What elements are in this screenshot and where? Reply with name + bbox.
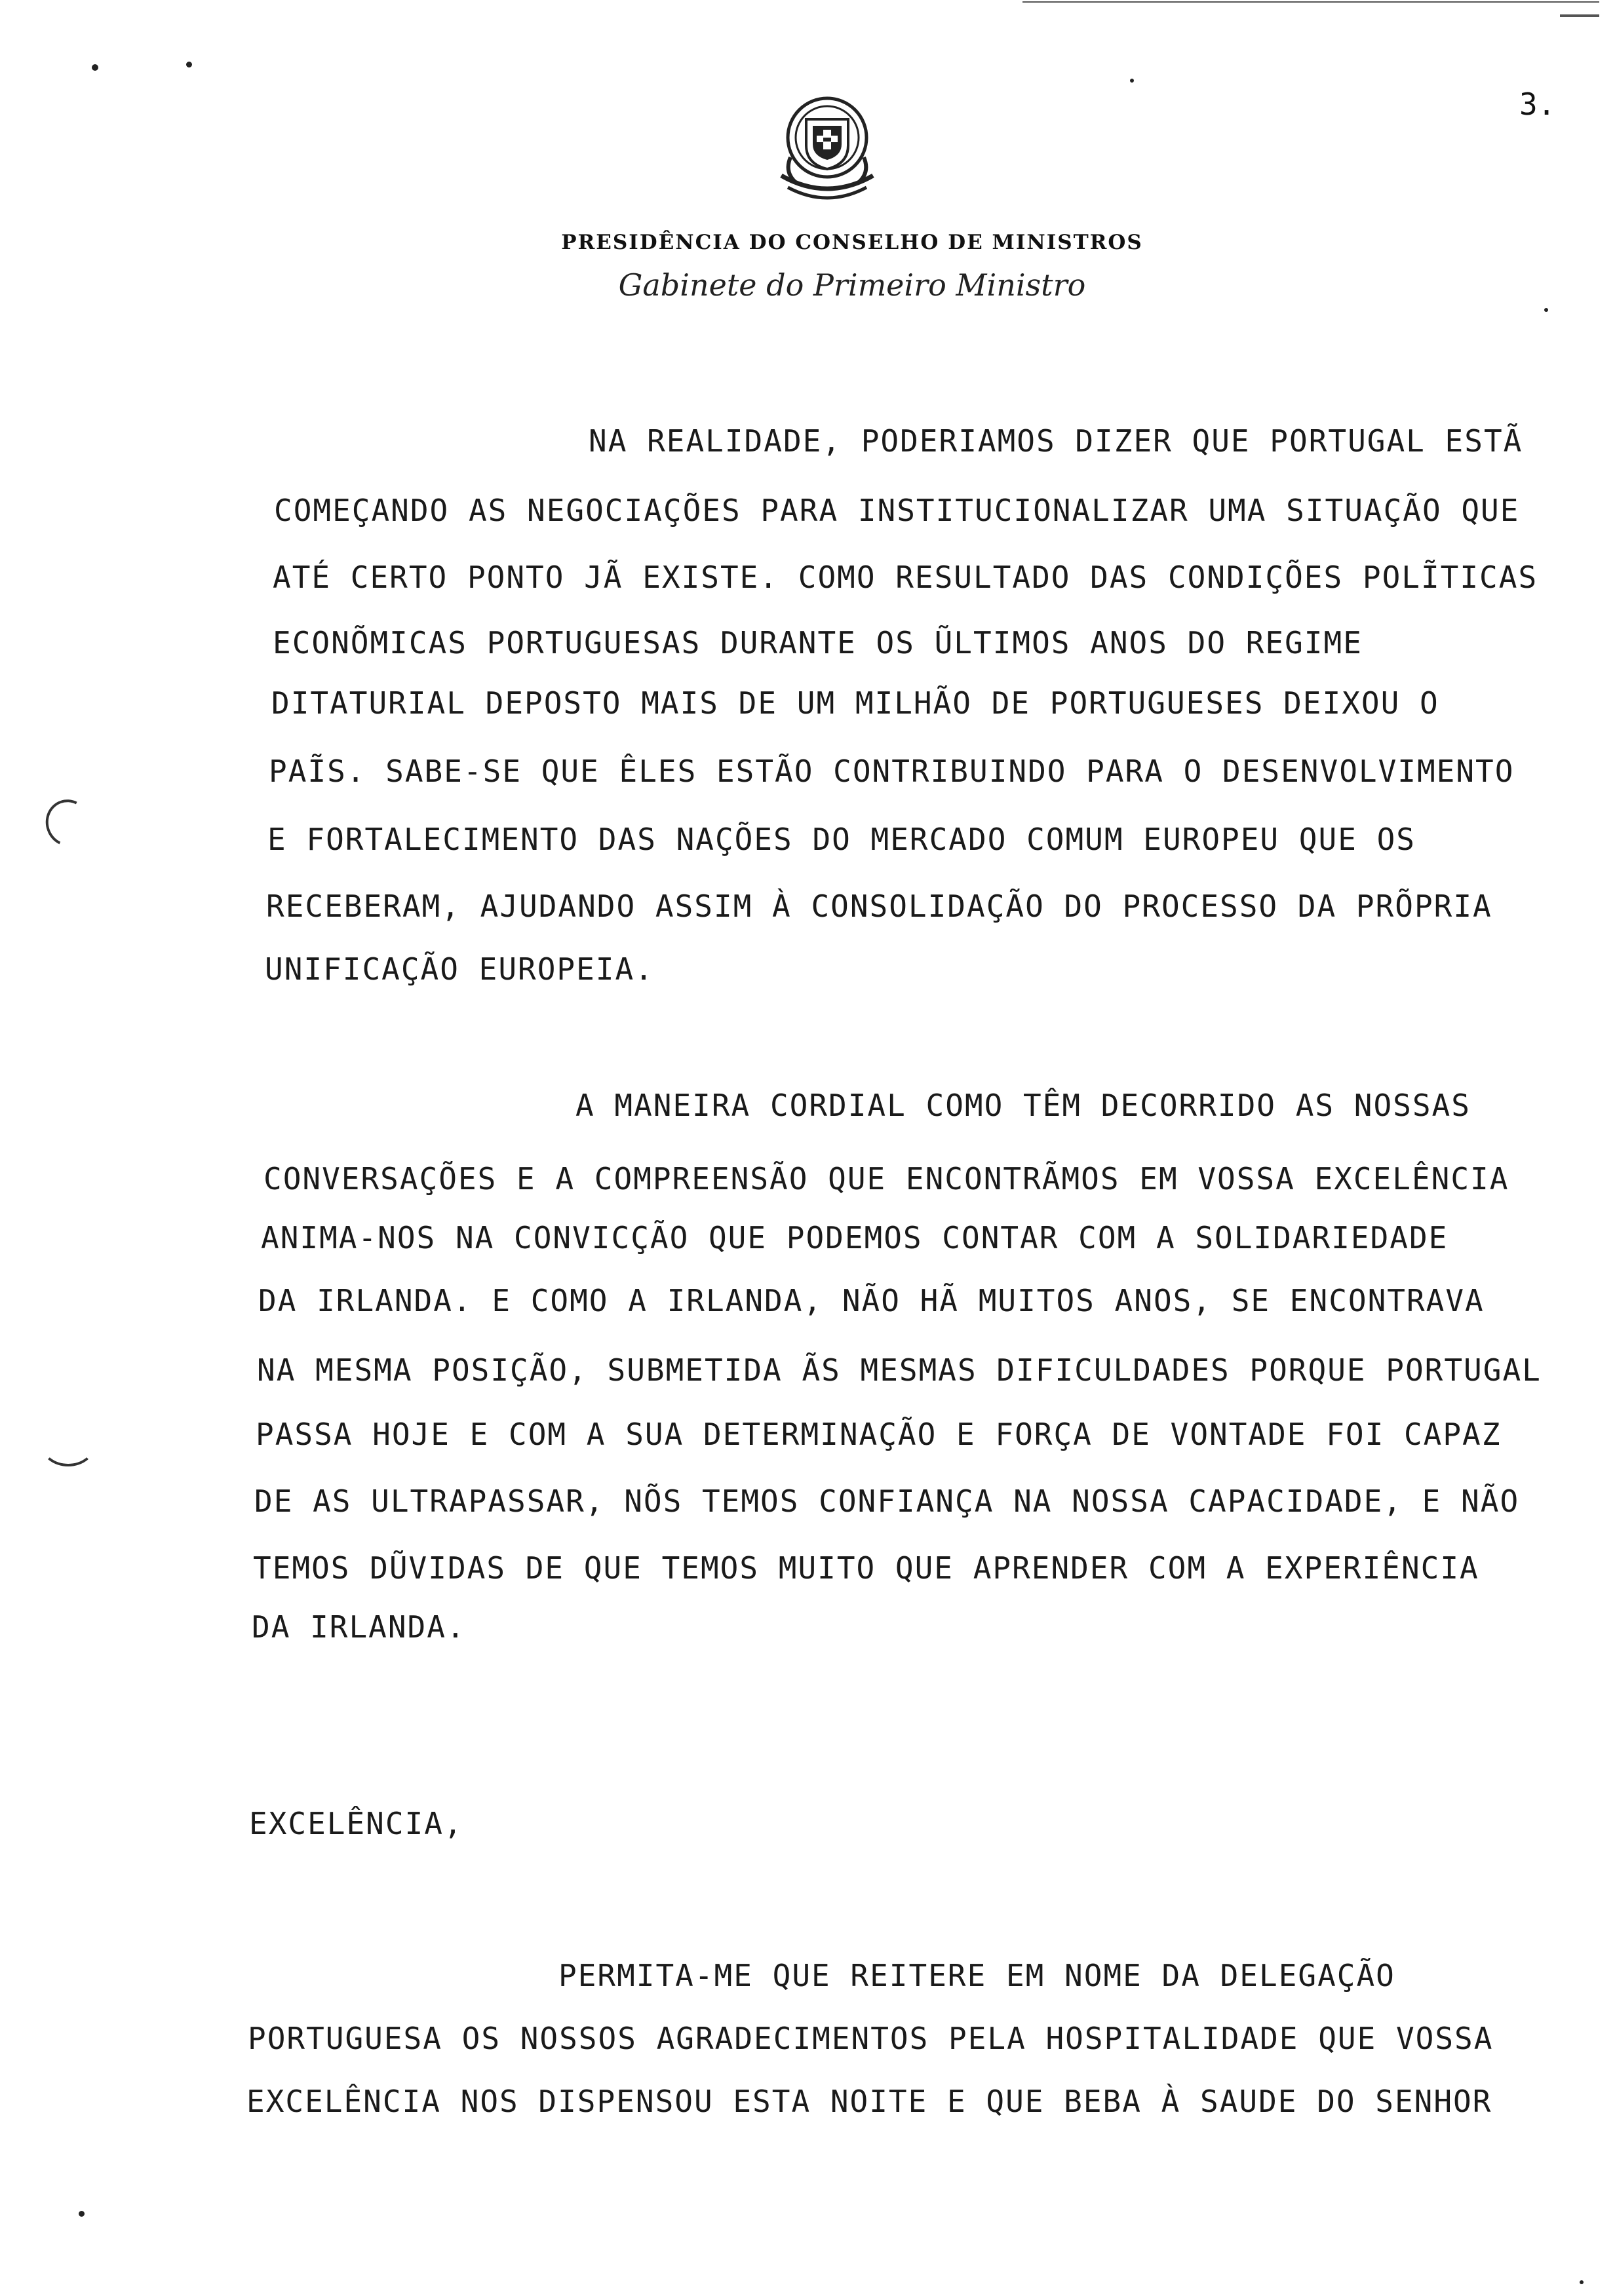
paragraph-line: PAĨS. SABE-SE QUE ÊLES ESTÃO CONTRIBUINDO PARA O DESENVOLVIMENTO	[269, 754, 1515, 789]
portuguese-coat-of-arms-icon	[766, 92, 889, 208]
office-subtitle: Gabinete do Primeiro Ministro	[618, 267, 1086, 303]
paragraph-line: TEMOS DŨVIDAS DE QUE TEMOS MUITO QUE APRENDER COM A EXPERIÊNCIA	[253, 1550, 1479, 1586]
paragraph-line: ECONÕMICAS PORTUGUESAS DURANTE OS ŨLTIMOS ANOS DO REGIME	[273, 625, 1363, 660]
paragraph-line: COMEÇANDO AS NEGOCIAÇÕES PARA INSTITUCIONALIZAR UMA SITUAÇÃO QUE	[274, 493, 1520, 528]
paragraph-line: EXCELÊNCIA NOS DISPENSOU ESTA NOITE E QUE BEBA À SAUDE DO SENHOR	[246, 2084, 1492, 2119]
paragraph-line: ANIMA-NOS NA CONVICÇÃO QUE PODEMOS CONTAR COM A SOLIDARIEDADE	[261, 1220, 1449, 1255]
paragraph-line: E FORTALECIMENTO DAS NAÇÕES DO MERCADO COMUM EUROPEU QUE OS	[267, 822, 1416, 857]
page-number: 3.	[1519, 86, 1556, 122]
scan-speck	[79, 2211, 85, 2217]
scan-speck	[1580, 2280, 1584, 2284]
scan-edge-line	[1022, 1, 1599, 3]
paragraph-line: NA MESMA POSIÇÃO, SUBMETIDA ÃS MESMAS DIFICULDADES PORQUE PORTUGAL	[257, 1352, 1542, 1388]
salutation: EXCELÊNCIA,	[249, 1806, 463, 1841]
scan-speck	[186, 62, 192, 67]
paragraph-line: PASSA HOJE E COM A SUA DETERMINAÇÃO E FORÇA DE VONTADE FOI CAPAZ	[256, 1417, 1502, 1452]
paragraph-line: PORTUGUESA OS NOSSOS AGRADECIMENTOS PELA HOSPITALIDADE QUE VOSSA	[248, 2021, 1494, 2056]
paragraph-line: CONVERSAÇÕES E A COMPREENSÃO QUE ENCONTRÃMOS EM VOSSA EXCELÊNCIA	[263, 1161, 1509, 1196]
margin-mark	[39, 794, 98, 853]
paragraph-line: DITATURIAL DEPOSTO MAIS DE UM MILHÃO DE PORTUGUESES DEIXOU O	[271, 685, 1439, 721]
scan-speck	[1130, 79, 1134, 83]
scan-speck	[92, 64, 98, 71]
paragraph-line: A MANEIRA CORDIAL COMO TÊM DECORRIDO AS NOSSAS	[575, 1088, 1471, 1123]
paragraph-line: RECEBERAM, AJUDANDO ASSIM À CONSOLIDAÇÃO DO PROCESSO DA PRÕPRIA	[266, 889, 1492, 924]
paragraph-line: ATÉ CERTO PONTO JÃ EXISTE. COMO RESULTADO DAS CONDIÇÕES POLĨTICAS	[273, 560, 1538, 595]
paragraph-line: DA IRLANDA. E COMO A IRLANDA, NÃO HÃ MUITOS ANOS, SE ENCONTRAVA	[258, 1283, 1485, 1318]
scan-edge-line	[1560, 14, 1599, 17]
institution-title: PRESIDÊNCIA DO CONSELHO DE MINISTROS	[561, 231, 1143, 254]
scan-speck	[1544, 308, 1548, 312]
paragraph-line: UNIFICAÇÃO EUROPEIA.	[265, 951, 654, 987]
margin-mark	[41, 1422, 96, 1466]
paragraph-line: DE AS ULTRAPASSAR, NÕS TEMOS CONFIANÇA NA NOSSA CAPACIDADE, E NÃO	[254, 1483, 1520, 1519]
paragraph-line: NA REALIDADE, PODERIAMOS DIZER QUE PORTUGAL ESTÃ	[589, 423, 1523, 459]
paragraph-line: DA IRLANDA.	[252, 1609, 466, 1645]
paragraph-line: PERMITA-ME QUE REITERE EM NOME DA DELEGAÇÃO	[558, 1958, 1395, 1993]
